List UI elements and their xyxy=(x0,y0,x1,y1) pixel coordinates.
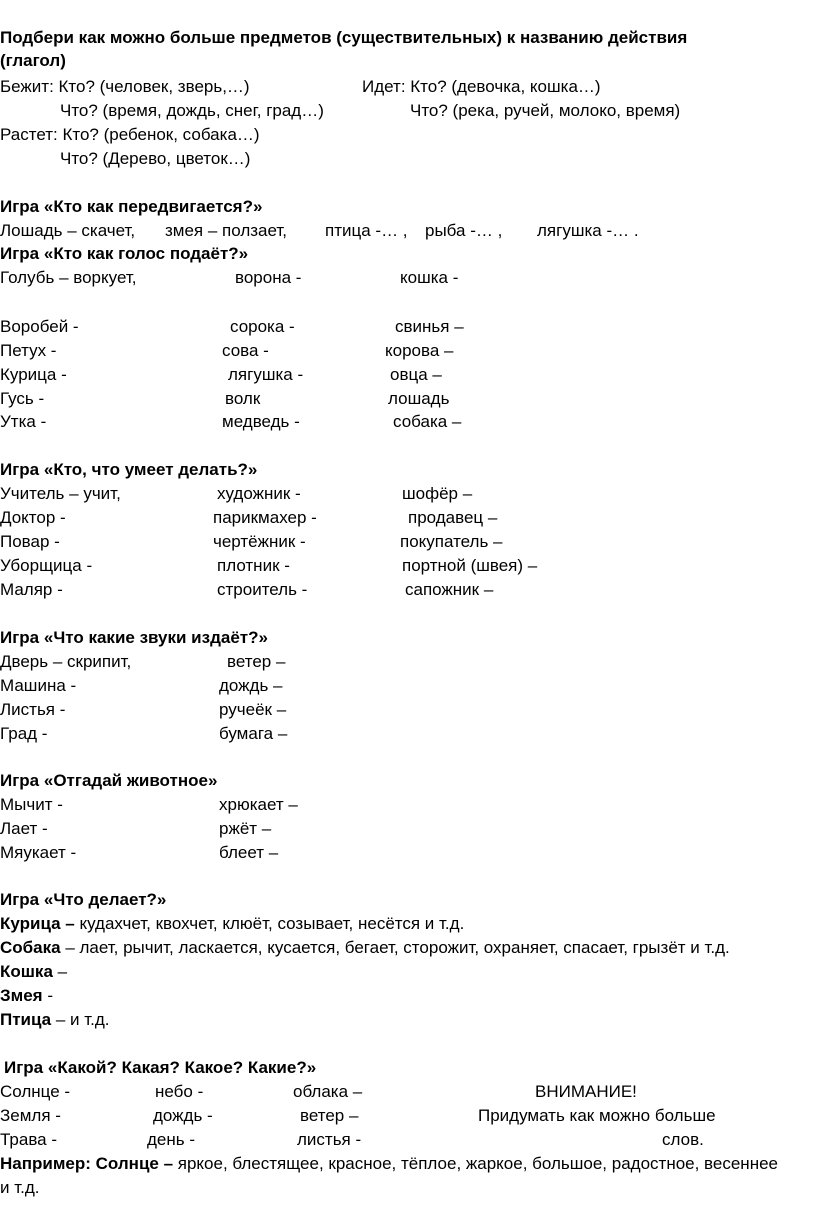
list-item: Повар - xyxy=(0,532,60,551)
list-item: Курица - xyxy=(0,365,67,384)
term: Кошка xyxy=(0,962,53,981)
list-item: день - xyxy=(147,1130,196,1149)
list-item: дождь – xyxy=(219,676,283,695)
list-item: Воробей - xyxy=(0,317,79,336)
list-item: строитель - xyxy=(217,580,308,599)
list-item: Петух - xyxy=(0,341,57,360)
list-item: Лает - xyxy=(0,819,48,838)
list-item: парикмахер - xyxy=(213,508,317,527)
list-item: лошадь xyxy=(388,389,450,408)
list-item: Гусь - xyxy=(0,389,45,408)
list-item: ветер – xyxy=(300,1106,359,1125)
list-item: рыба -… , xyxy=(425,221,503,240)
list-item xyxy=(0,984,53,1007)
list-item: чертёжник - xyxy=(213,532,306,551)
intro-line: Что? (река, ручей, молоко, время) xyxy=(410,101,681,120)
list-item: Голубь – воркует, xyxy=(0,268,137,287)
list-item: Дверь – скрипит, xyxy=(0,652,132,671)
section-title: Игра «Что какие звуки издаёт?» xyxy=(0,628,268,647)
list-item: покупатель – xyxy=(400,532,503,551)
list-item: кошка - xyxy=(400,268,459,287)
section-title: Игра «Что делает?» xyxy=(0,890,167,909)
intro-line: Что? (время, дождь, снег, град…) xyxy=(60,101,324,120)
list-item: дождь - xyxy=(153,1106,213,1125)
list-item: ручеёк – xyxy=(219,700,287,719)
list-item: змея – ползает, xyxy=(165,221,288,240)
intro-line: Идет: Кто? (девочка, кошка…) xyxy=(362,77,601,96)
example-text: яркое, блестящее, красное, тёплое, жаркое, большое, радостное, весеннее xyxy=(173,1154,778,1173)
list-item: художник - xyxy=(217,484,301,503)
list-item: портной (швея) – xyxy=(402,556,538,575)
description: кудахчет, квохчет, клюёт, созывает, несётся и т.д. xyxy=(74,914,465,933)
list-item: небо - xyxy=(155,1082,204,1101)
description: - xyxy=(42,986,53,1005)
list-item: ржёт – xyxy=(219,819,272,838)
list-item: Утка - xyxy=(0,412,47,431)
description: – и т.д. xyxy=(51,1010,110,1029)
list-item: Град - xyxy=(0,724,48,743)
list-item xyxy=(0,912,464,935)
example-term: Например: Солнце – xyxy=(0,1154,174,1173)
intro-line: Что? (Дерево, цветок…) xyxy=(60,149,251,168)
list-item: сова - xyxy=(222,341,269,360)
list-item: Листья - xyxy=(0,700,66,719)
list-item: листья - xyxy=(297,1130,362,1149)
description: – xyxy=(52,962,68,981)
term: Птица xyxy=(0,1010,52,1029)
section-title: Игра «Кто как голос подаёт?» xyxy=(0,244,249,263)
list-item: волк xyxy=(225,389,261,408)
list-item: медведь - xyxy=(222,412,300,431)
example-line-cont: и т.д. xyxy=(0,1178,40,1197)
term: Змея xyxy=(0,986,43,1005)
list-item: плотник - xyxy=(217,556,290,575)
section-title: Игра «Кто, что умеет делать?» xyxy=(0,460,258,479)
list-item: собака – xyxy=(393,412,462,431)
list-item: ворона - xyxy=(235,268,302,287)
list-item: птица -… , xyxy=(325,221,408,240)
list-item: продавец – xyxy=(408,508,498,527)
list-item xyxy=(0,1008,110,1031)
list-item: сапожник – xyxy=(405,580,494,599)
list-item xyxy=(0,960,67,983)
list-item: Лошадь – скачет, xyxy=(0,221,136,240)
section-title: Игра «Какой? Какая? Какое? Какие?» xyxy=(4,1058,317,1077)
list-item: Маляр - xyxy=(0,580,63,599)
example-line xyxy=(0,1152,778,1175)
list-item: Машина - xyxy=(0,676,77,695)
list-item: Солнце - xyxy=(0,1082,71,1101)
description: – лает, рычит, ласкается, кусается, бегает, сторожит, охраняет, спасает, грызёт и т.д. xyxy=(60,938,730,957)
note-line: Придумать как можно больше xyxy=(478,1106,716,1125)
list-item: лягушка - xyxy=(228,365,304,384)
list-item: Уборщица - xyxy=(0,556,93,575)
list-item: сорока - xyxy=(230,317,295,336)
list-item: Земля - xyxy=(0,1106,61,1125)
list-item: блеет – xyxy=(219,843,279,862)
list-item: Мычит - xyxy=(0,795,63,814)
section-title: Игра «Отгадай животное» xyxy=(0,771,218,790)
list-item: ветер – xyxy=(227,652,286,671)
term: Собака xyxy=(0,938,61,957)
note-line: слов. xyxy=(662,1130,704,1149)
list-item: свинья – xyxy=(395,317,464,336)
list-item: овца – xyxy=(390,365,442,384)
list-item: Мяукает - xyxy=(0,843,77,862)
list-item: корова – xyxy=(385,341,454,360)
list-item xyxy=(0,936,730,959)
intro-line: Растет: Кто? (ребенок, собака…) xyxy=(0,125,260,144)
list-item: Доктор - xyxy=(0,508,66,527)
intro-line: Бежит: Кто? (человек, зверь,…) xyxy=(0,77,250,96)
intro-heading: Подбери как можно больше предметов (существительных) к названию действия xyxy=(0,28,688,47)
list-item: лягушка -… . xyxy=(537,221,639,240)
list-item: бумага – xyxy=(219,724,288,743)
list-item: Учитель – учит, xyxy=(0,484,121,503)
list-item: шофёр – xyxy=(402,484,473,503)
list-item: Трава - xyxy=(0,1130,58,1149)
term: Курица – xyxy=(0,914,75,933)
intro-heading-cont: (глагол) xyxy=(0,51,66,70)
list-item: облака – xyxy=(293,1082,363,1101)
section-title: Игра «Кто как передвигается?» xyxy=(0,197,263,216)
note-line: ВНИМАНИЕ! xyxy=(535,1082,637,1101)
list-item: хрюкает – xyxy=(219,795,298,814)
